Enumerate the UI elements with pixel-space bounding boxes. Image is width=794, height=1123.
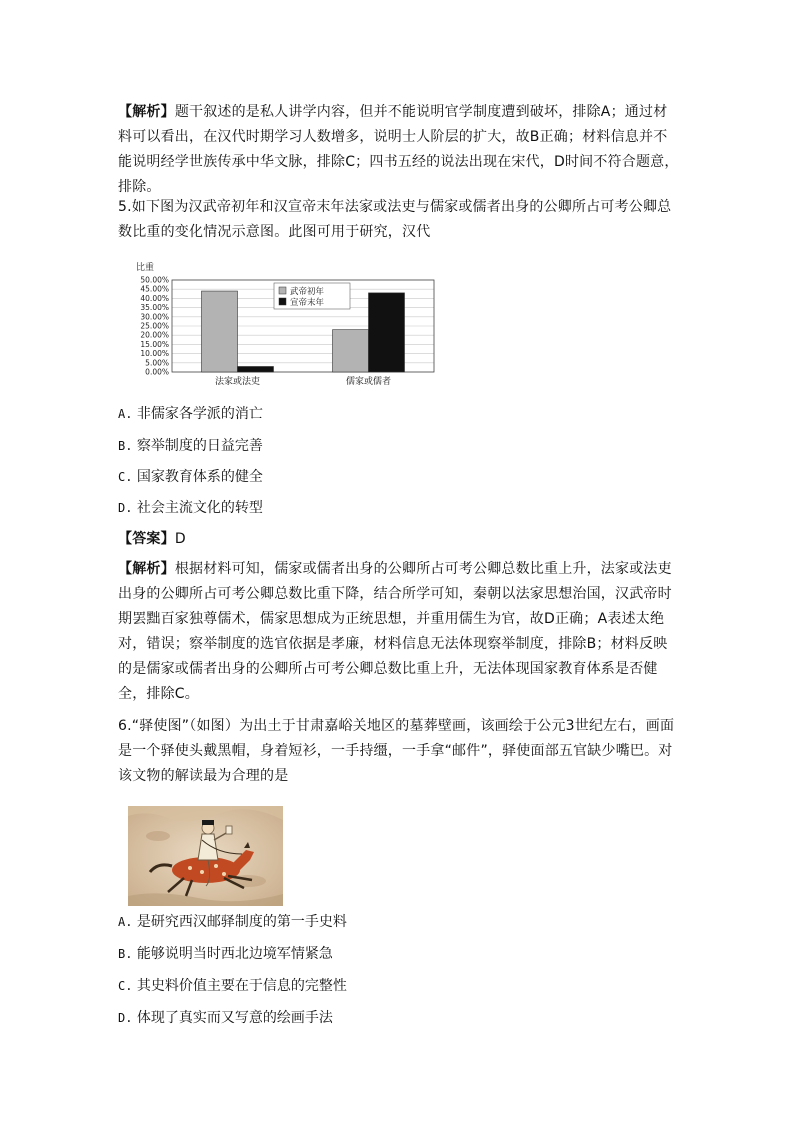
x-tick-label: 儒家或儒者 — [345, 377, 392, 387]
bar-chart — [128, 258, 438, 394]
q5-analysis — [118, 557, 680, 707]
option-text: 其史料价值主要在于信息的完整性 — [136, 978, 347, 994]
q5-answer — [118, 527, 680, 552]
y-tick-label: 30.00% — [140, 312, 169, 322]
y-tick-label: 15.00% — [140, 339, 169, 349]
q6-option-b — [118, 944, 333, 964]
q6-option-c — [118, 976, 347, 996]
y-tick-label: 20.00% — [140, 330, 169, 340]
option-letter: A. — [118, 915, 133, 929]
analysis-tag: 【解析】 — [118, 104, 175, 120]
option-text: 非儒家各学派的消亡 — [136, 406, 263, 422]
option-text: 社会主流文化的转型 — [136, 500, 263, 516]
courier-mural-image — [128, 806, 283, 906]
answer-tag: 【答案】 — [118, 531, 175, 547]
bar-1-1 — [202, 291, 238, 372]
y-tick-label: 35.00% — [140, 303, 169, 313]
y-tick-label: 40.00% — [140, 293, 169, 303]
option-text: 是研究西汉邮驿制度的第一手史料 — [136, 914, 347, 930]
option-letter: C. — [118, 470, 133, 484]
y-tick-label: 5.00% — [145, 358, 169, 368]
bar-1-2 — [238, 366, 274, 372]
q4-analysis — [118, 100, 680, 200]
option-letter: D. — [118, 501, 133, 515]
chart-ylabel: 比重 — [136, 263, 155, 273]
q5-option-a — [118, 404, 263, 424]
q6-option-a — [118, 912, 347, 932]
analysis-text: 题干叙述的是私人讲学内容，但并不能说明官学制度遭到破坏，排除A；通过材料可以看出，在汉代时期学习人数增多，说明士人阶层的扩大，故B正确；材料信息并不能说明经学世族传承中华文脉，排除C；四书五经的说法出现在宋代，D时间不符合题意，排除。 — [118, 104, 679, 195]
legend-label: 宣帝末年 — [290, 298, 325, 308]
option-letter: A. — [118, 407, 133, 421]
analysis-tag: 【解析】 — [118, 561, 175, 577]
option-text: 能够说明当时西北边境军情紧急 — [136, 946, 333, 962]
legend-label: 武帝初年 — [290, 287, 325, 297]
q5-option-c — [118, 467, 263, 487]
q5-stem: 5.如下图为汉武帝初年和汉宣帝末年法家或法吏与儒家或儒者出身的公卿所占可考公卿总数比重的变化情况示意图。此图可用于研究，汉代 — [118, 199, 672, 240]
q5-option-b — [118, 436, 263, 456]
option-letter: B. — [118, 439, 133, 453]
q6-stem: 6.“驿使图”（如图）为出土于甘肃嘉峪关地区的墓葬壁画，该画绘于公元3世纪左右，画面是一个驿使头戴黑帽，身着短衫，一手持缰，一手拿“邮件”，驿使面部五官缺少嘴巴。对该文物的解读最为合理的是 — [118, 718, 675, 784]
legend-swatch — [279, 298, 286, 305]
bar-2-2 — [369, 293, 405, 372]
option-text: 国家教育体系的健全 — [136, 469, 263, 485]
y-tick-label: 45.00% — [140, 284, 169, 294]
bar-2-1 — [333, 330, 369, 372]
option-letter: B. — [118, 947, 133, 961]
chart-legend — [274, 283, 350, 309]
analysis-text: 根据材料可知，儒家或儒者出身的公卿所占可考公卿总数比重上升，法家或法吏出身的公卿所占可考公卿总数比重下降，结合所学可知，秦朝以法家思想治国，汉武帝时期罢黜百家独尊儒术，儒家思想成为正统思想，并重用儒生为官，故D正确；A表述太绝对，错误；察举制度的选官依据是孝廉，材料信息无法体现察举制度，排除B；材料反映的是儒家或儒者出身的公卿所占可考公卿总数比重上升，无法体现国家教育体系是否健全，排除C。 — [118, 561, 672, 702]
answer-value: D — [174, 531, 186, 547]
option-text: 体现了真实而又写意的绘画手法 — [136, 1010, 333, 1026]
legend-swatch — [279, 287, 286, 294]
y-tick-label: 50.00% — [140, 275, 169, 285]
x-tick-label: 法家或法吏 — [214, 377, 261, 387]
q5-option-d — [118, 498, 263, 518]
option-letter: C. — [118, 979, 133, 993]
q6-option-d — [118, 1008, 333, 1028]
y-tick-label: 10.00% — [140, 349, 169, 359]
y-tick-label: 0.00% — [145, 367, 169, 377]
option-text: 察举制度的日益完善 — [136, 438, 263, 454]
y-tick-label: 25.00% — [140, 321, 169, 331]
option-letter: D. — [118, 1011, 133, 1025]
